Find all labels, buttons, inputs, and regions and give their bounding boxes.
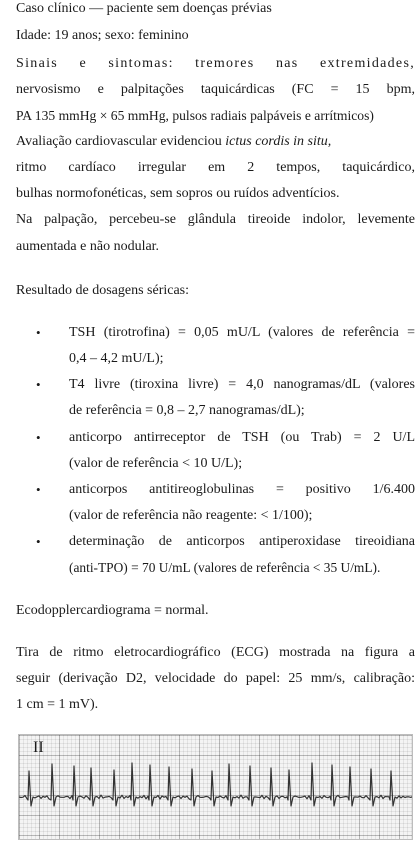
- ecg-caption-line-3: 1 cm = 1 mV).: [16, 697, 99, 712]
- lab-line: T4 livre (tiroxina livre) = 4,0 nanogramas/dL (valores: [69, 377, 415, 392]
- palpation-line-1: Na palpação, percebeu-se glândula tireoide indolor, levemente: [16, 212, 415, 227]
- bullet-icon: •: [36, 377, 41, 392]
- ecg-trace-svg: [19, 735, 412, 839]
- ecg-trace: [19, 763, 412, 806]
- ecg-strip: [18, 734, 413, 840]
- ecg-caption-line-2: seguir (derivação D2, velocidade do papel: 25 mm/s, calibração:: [16, 671, 415, 686]
- eval-prefix: Avaliação cardiovascular evidenciou: [16, 134, 226, 149]
- palpation-line-2: aumentada e não nodular.: [16, 239, 160, 254]
- bullet-icon: •: [36, 534, 41, 549]
- lab-line: anticorpo antirreceptor de TSH (ou Trab) = 2 U/L: [69, 430, 415, 445]
- lab-line: (anti-TPO) = 70 U/mL (valores de referência < 35 U/mL).: [69, 560, 381, 575]
- ecg-caption-line-1: Tira de ritmo eletrocardiográfico (ECG) mostrada na figura a: [16, 645, 415, 660]
- lab-line: determinação de anticorpos antiperoxidase tireoidiana: [69, 534, 415, 549]
- ecg-lead-label: II: [33, 739, 44, 756]
- eval-line-1: [16, 134, 415, 150]
- signs-line-3: PA 135 mmHg × 65 mmHg, pulsos radiais palpáveis e arrítmicos): [16, 108, 374, 123]
- eval-line-2: ritmo cardíaco irregular em 2 tempos, taquicárdico,: [16, 160, 415, 175]
- eval-italic: ictus cordis in situ,: [225, 134, 332, 149]
- signs-line-1: Sinais e sintomas: tremores nas extremidades,: [16, 56, 415, 71]
- lab-line: TSH (tirotrofina) = 0,05 mU/L (valores de referência =: [69, 325, 415, 340]
- lab-line: (valor de referência < 10 U/L);: [69, 456, 243, 471]
- signs-line-2: nervosismo e palpitações taquicárdicas (FC = 15 bpm,: [16, 82, 415, 97]
- bullet-icon: •: [36, 482, 41, 497]
- echo-result: Ecodopplercardiograma = normal.: [16, 603, 209, 618]
- bullet-icon: •: [36, 430, 41, 445]
- eval-line-3: bulhas normofonéticas, sem sopros ou ruídos adventícios.: [16, 186, 340, 201]
- lab-line: (valor de referência não reagente: < 1/100);: [69, 508, 313, 523]
- bullet-icon: •: [36, 325, 41, 340]
- lab-line: anticorpos antitireoglobulinas = positivo 1/6.400: [69, 482, 415, 497]
- labs-heading: Resultado de dosagens séricas:: [16, 283, 190, 298]
- lab-line: 0,4 – 4,2 mU/L);: [69, 351, 164, 366]
- lab-line: de referência = 0,8 – 2,7 nanogramas/dL);: [69, 403, 305, 418]
- age-sex: Idade: 19 anos; sexo: feminino: [16, 28, 189, 43]
- case-heading: Caso clínico — paciente sem doenças prévias: [16, 1, 272, 16]
